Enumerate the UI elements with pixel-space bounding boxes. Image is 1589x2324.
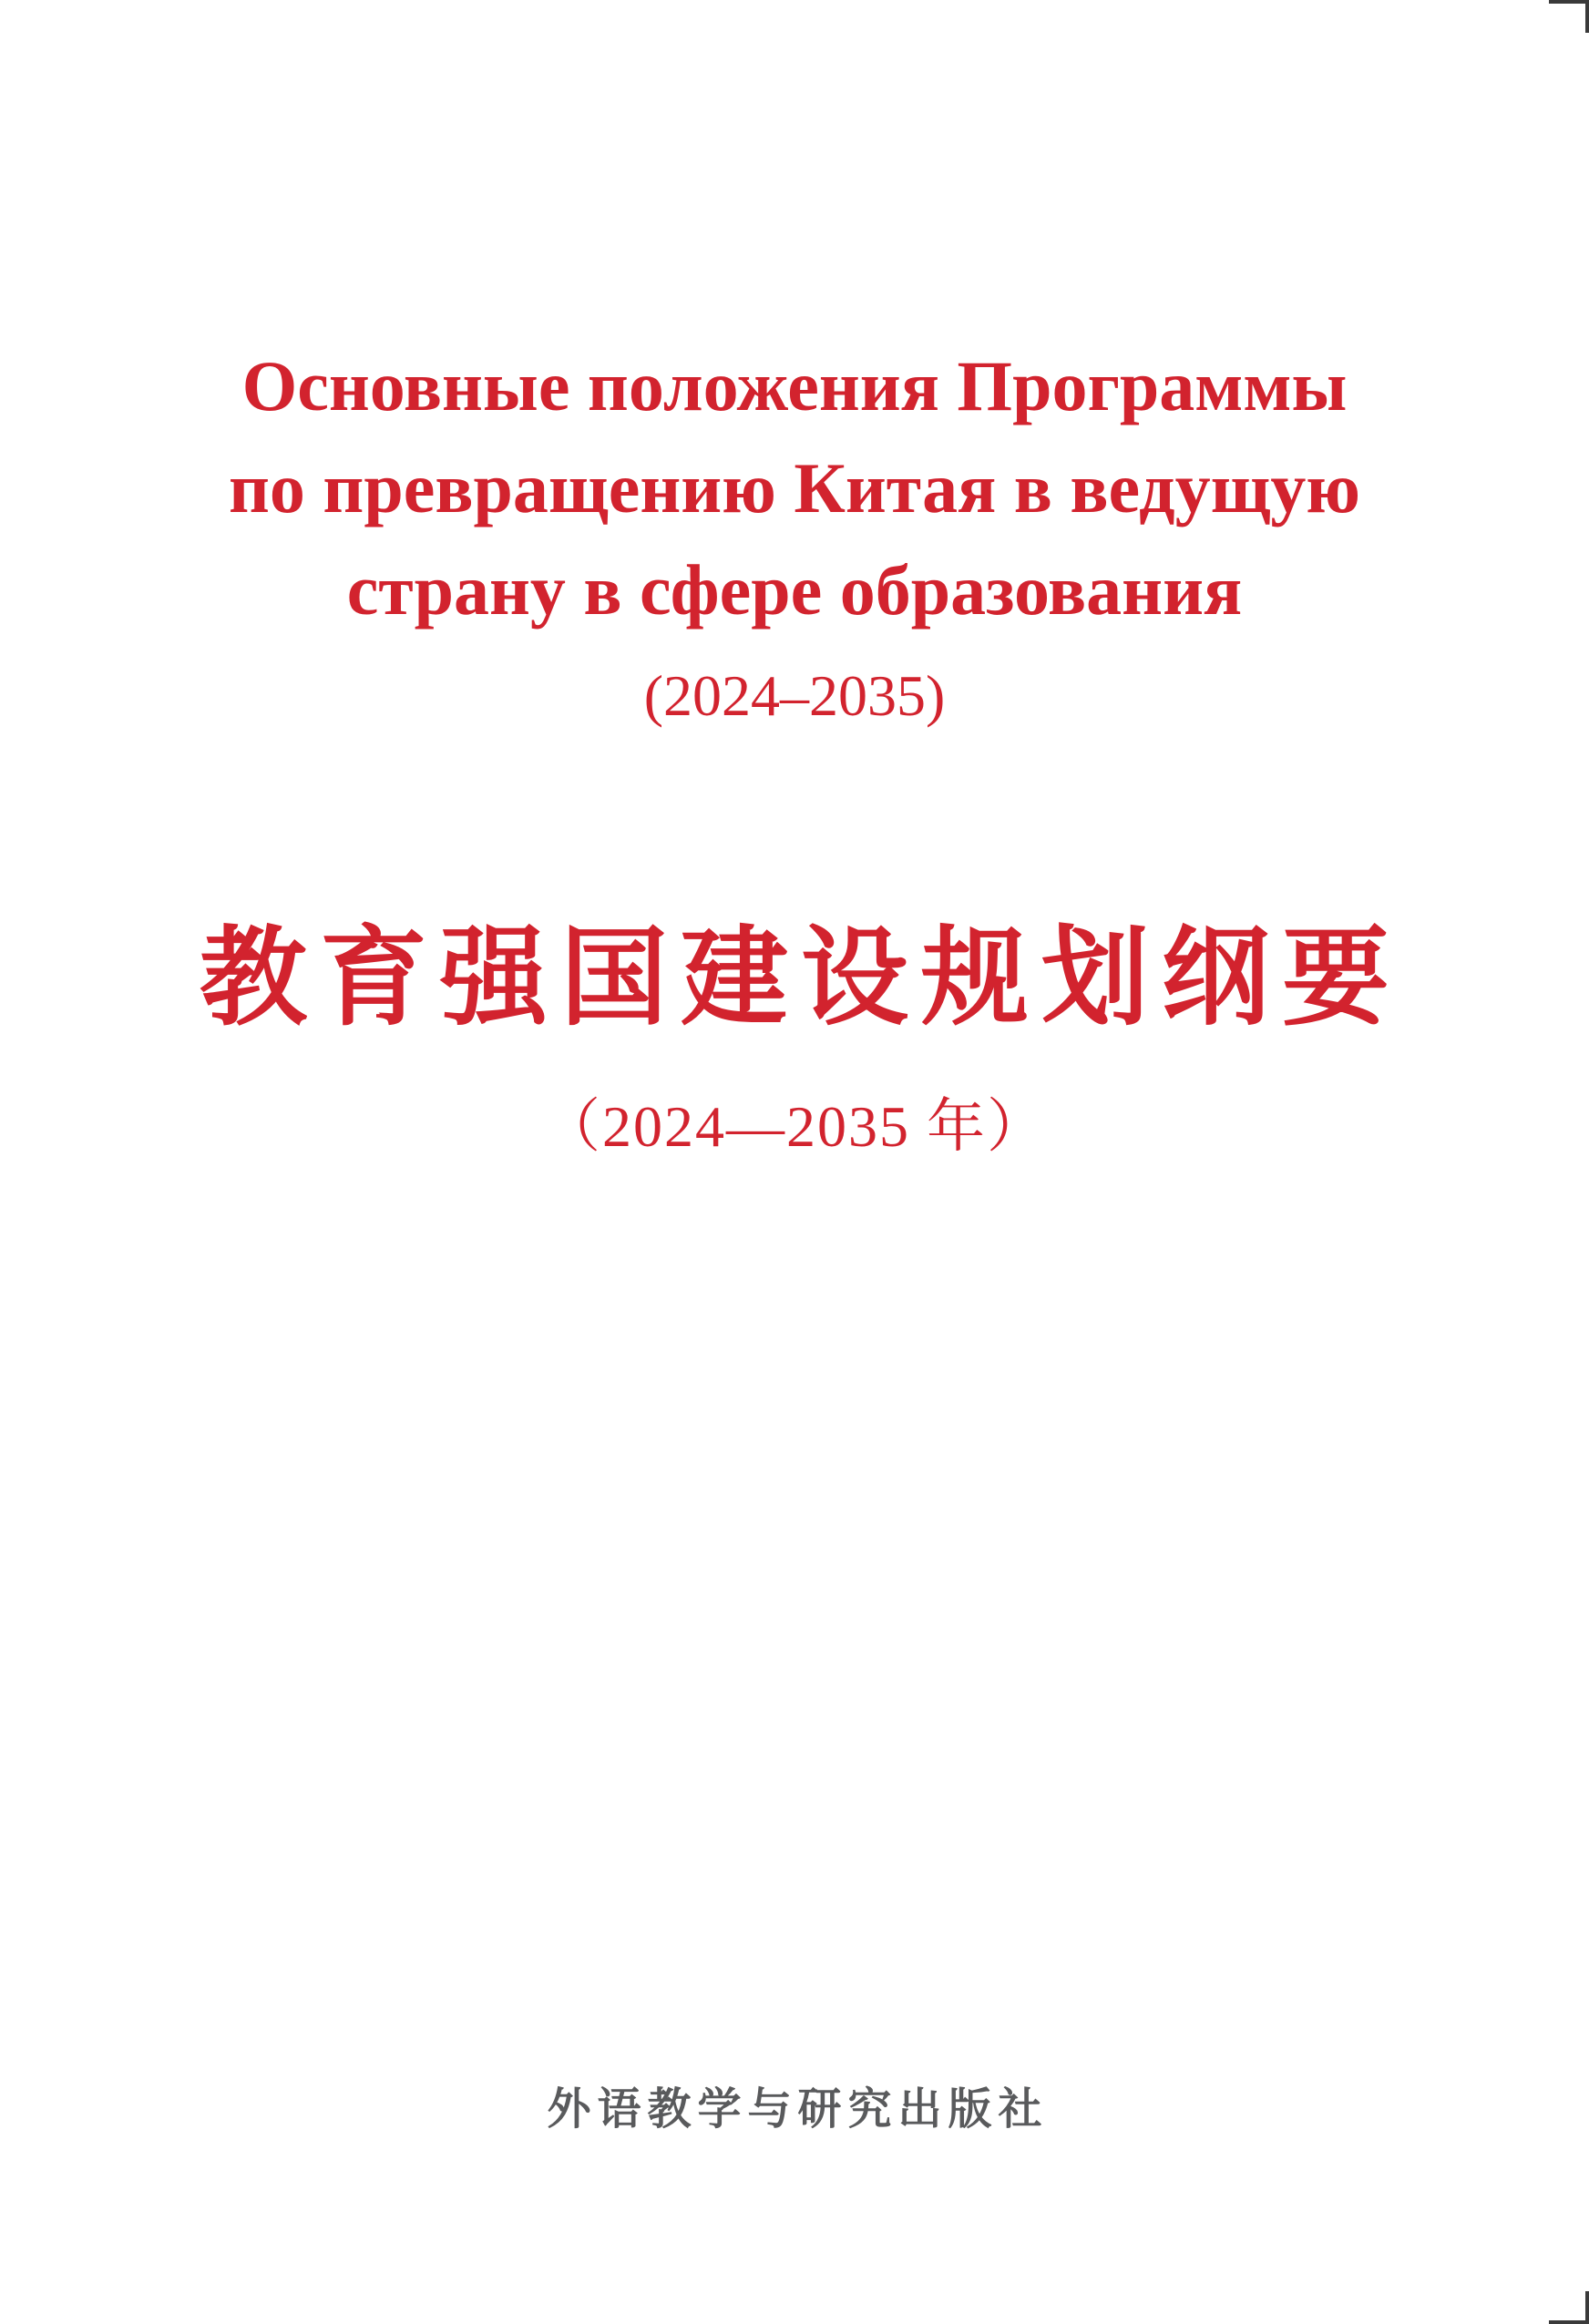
russian-title-years: (2024–2035) <box>643 663 946 728</box>
russian-title <box>0 335 1589 641</box>
russian-title-line-3: страну в сфере образования <box>346 550 1243 630</box>
backdrop-corner-top-right <box>1549 0 1589 36</box>
russian-title-line-2: по превращению Китая в ведущую <box>228 448 1361 527</box>
backdrop-edge-right-top <box>1585 0 1589 33</box>
backdrop-corner-bottom-right <box>1549 2288 1589 2324</box>
backdrop-edge-bottom <box>1549 2320 1589 2324</box>
publisher-imprint: 外语教学与研究出版社 <box>547 2085 1049 2134</box>
chinese-title-years: （2024—2035 年） <box>542 1094 1047 1159</box>
backdrop-edge-right-bottom <box>1585 2291 1589 2324</box>
russian-title-line-1: Основные положения Программы <box>241 346 1348 425</box>
chinese-title: 教育强国建设规划纲要 <box>199 919 1402 1039</box>
backdrop-edge-top <box>1549 0 1589 4</box>
